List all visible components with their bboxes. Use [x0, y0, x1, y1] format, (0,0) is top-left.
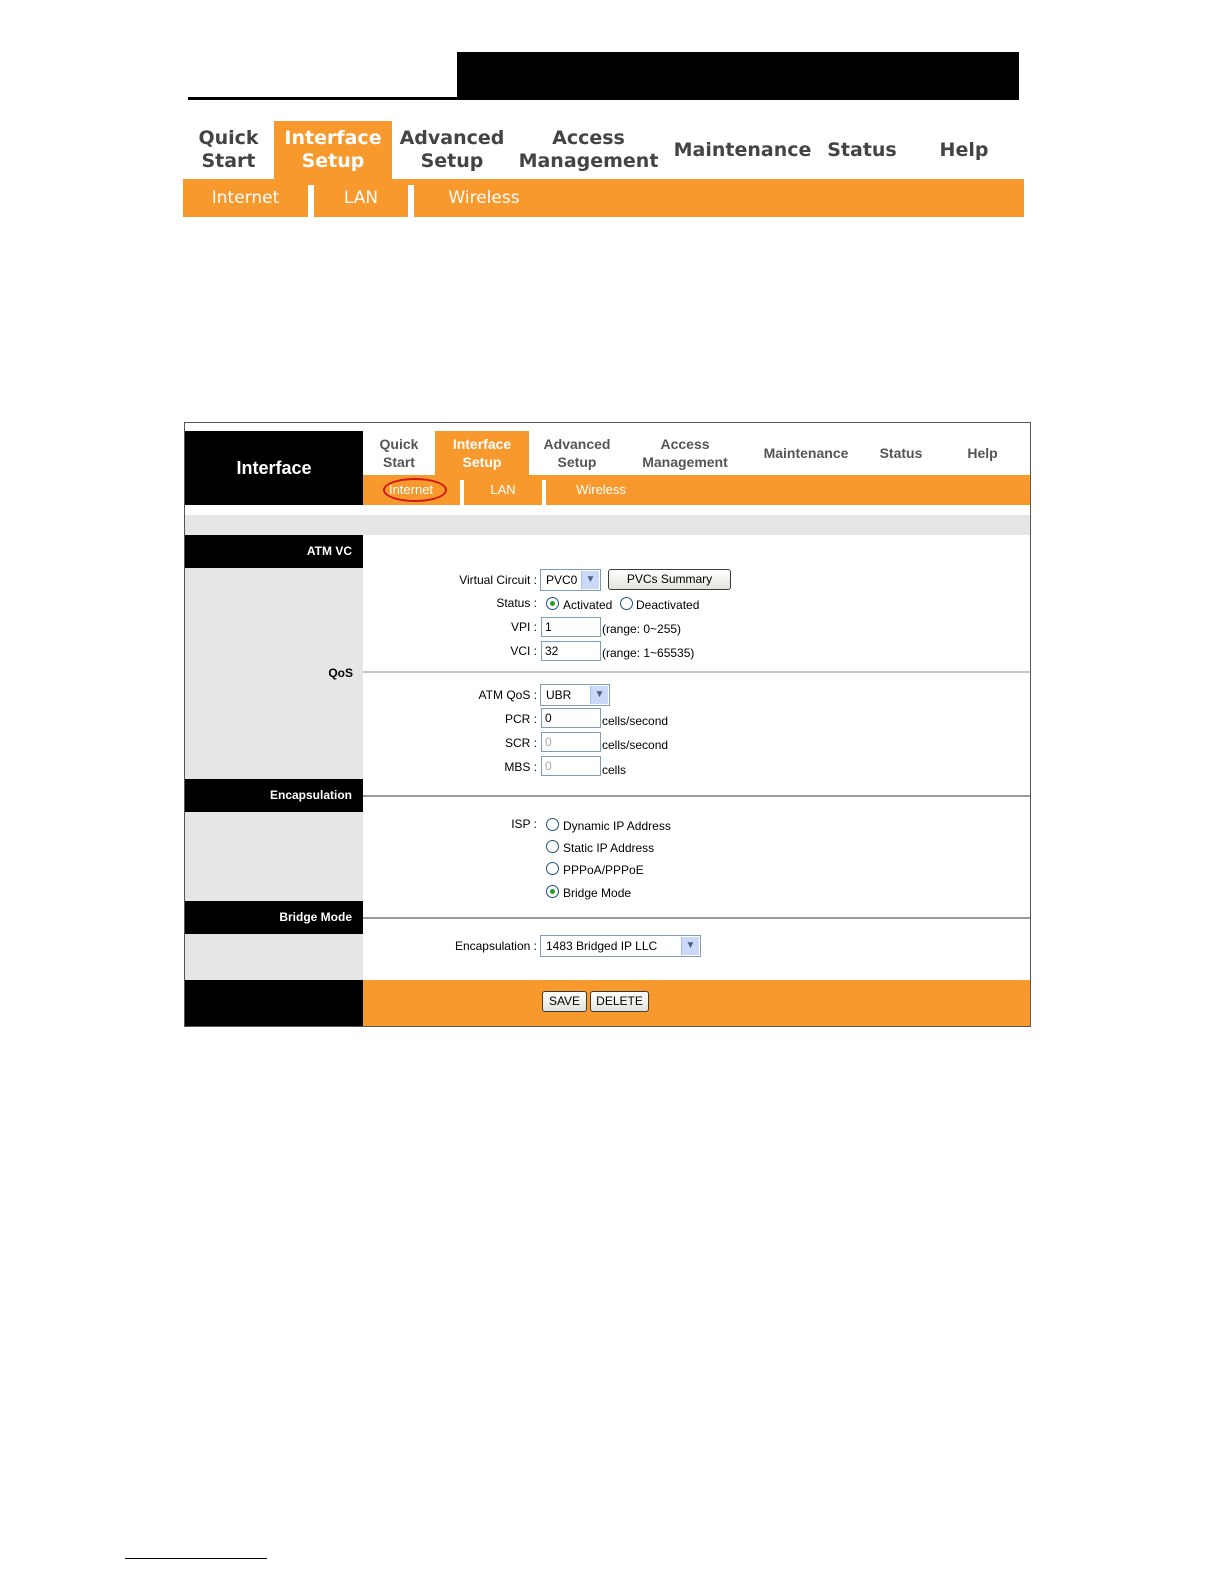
tab-help[interactable]: Help: [939, 138, 989, 161]
tab-advanced-setup[interactable]: Advanced Setup: [543, 436, 611, 470]
virtual-circuit-select[interactable]: [540, 569, 601, 591]
scr-input[interactable]: [541, 732, 601, 752]
status-label: Status :: [496, 596, 537, 610]
footnote-rule: [125, 1558, 267, 1559]
bridge-encapsulation-select[interactable]: [540, 935, 701, 957]
subtab-lan[interactable]: LAN: [343, 188, 379, 208]
bridge-encapsulation-label: Encapsulation :: [454, 939, 537, 953]
virtual-circuit-value: PVC0: [546, 573, 578, 587]
isp-pppoa-pppoe-label: PPPoA/PPPoE: [563, 863, 644, 877]
scr-label: SCR :: [504, 736, 537, 750]
atm-qos-label: ATM QoS :: [478, 688, 537, 702]
title-spacer-bar: [185, 515, 1030, 535]
isp-bridge-mode-label: Bridge Mode: [563, 886, 632, 900]
subtab-wireless[interactable]: Wireless: [576, 482, 626, 497]
status-deactivated-radio[interactable]: [620, 597, 633, 610]
subtab-wireless[interactable]: Wireless: [448, 188, 520, 208]
subtab-internet[interactable]: Internet: [388, 482, 434, 497]
status-activated-radio[interactable]: [546, 597, 559, 610]
footer-left-block: [185, 980, 363, 1026]
section-label-qos: QoS: [328, 666, 353, 680]
pcr-label: PCR :: [504, 712, 537, 726]
isp-static-ip-radio[interactable]: [546, 840, 559, 853]
subtab-internet[interactable]: Internet: [211, 188, 280, 208]
menu-tabs: [183, 121, 1024, 179]
chevron-down-icon: ▼: [681, 937, 699, 955]
subtab-lan[interactable]: LAN: [490, 482, 516, 497]
tab-access-management[interactable]: Access Management: [518, 127, 659, 172]
isp-pppoa-pppoe-radio[interactable]: [546, 862, 559, 875]
footer-action-bar: [363, 980, 1030, 1026]
status-activated-label: Activated: [563, 598, 613, 612]
tab-interface-setup[interactable]: Interface Setup: [435, 431, 529, 475]
main-menu-large: [183, 121, 1024, 217]
divider: [363, 917, 1030, 919]
isp-label: ISP :: [511, 817, 537, 831]
scr-unit: cells/second: [602, 738, 669, 752]
tab-quick-start[interactable]: Quick Start: [198, 127, 259, 172]
tab-quick-start[interactable]: Quick Start: [379, 436, 419, 470]
menu-tabs: [363, 431, 1030, 475]
divider: [363, 671, 1030, 673]
atm-qos-value: UBR: [546, 688, 572, 702]
mbs-unit: cells: [602, 763, 627, 777]
isp-dynamic-ip-label: Dynamic IP Address: [563, 819, 671, 833]
tab-status[interactable]: Status: [879, 445, 923, 461]
tab-maintenance[interactable]: Maintenance: [673, 138, 812, 161]
tab-access-management[interactable]: Access Management: [642, 436, 728, 470]
vpi-range-hint: (range: 0~255): [602, 622, 682, 636]
isp-dynamic-ip-radio[interactable]: [546, 818, 559, 831]
delete-button[interactable]: DELETE: [590, 991, 649, 1012]
submenu-bar: [183, 179, 1024, 217]
router-screenshot: [184, 422, 1031, 1027]
section-header-encapsulation: Encapsulation: [185, 779, 363, 812]
chevron-down-icon: ▼: [590, 686, 608, 704]
status-deactivated-label: Deactivated: [636, 598, 700, 612]
tab-interface-setup[interactable]: Interface Setup: [274, 121, 392, 179]
mbs-label: MBS :: [504, 760, 537, 774]
divider: [363, 795, 1030, 797]
pvcs-summary-button[interactable]: PVCs Summary: [608, 569, 731, 590]
bridge-encapsulation-value: 1483 Bridged IP LLC: [546, 939, 658, 953]
vci-label: VCI :: [510, 644, 537, 658]
atm-qos-select[interactable]: [540, 684, 610, 706]
pcr-unit: cells/second: [602, 714, 669, 728]
header-black-bar: [457, 52, 1019, 100]
chevron-down-icon: ▼: [581, 571, 599, 589]
vpi-label: VPI :: [510, 620, 537, 634]
brand-block: Interface: [185, 431, 363, 505]
vci-input[interactable]: [541, 641, 601, 661]
tab-help[interactable]: Help: [967, 445, 998, 461]
vpi-input[interactable]: [541, 617, 601, 637]
vci-range-hint: (range: 1~65535): [602, 646, 695, 660]
section-header-bridge-mode: Bridge Mode: [185, 901, 363, 934]
section-header-atm-vc: ATM VC: [185, 535, 363, 568]
isp-bridge-mode-radio[interactable]: [546, 885, 559, 898]
virtual-circuit-label: Virtual Circuit :: [459, 573, 537, 587]
tab-status[interactable]: Status: [827, 138, 897, 161]
tab-maintenance[interactable]: Maintenance: [763, 445, 849, 461]
isp-static-ip-label: Static IP Address: [563, 841, 655, 855]
submenu-bar: [363, 475, 1030, 505]
pcr-input[interactable]: [541, 708, 601, 728]
annotation-highlight-ellipse: [383, 478, 447, 502]
mbs-input[interactable]: [541, 756, 601, 776]
tab-advanced-setup[interactable]: Advanced Setup: [399, 127, 505, 172]
save-button[interactable]: SAVE: [542, 991, 587, 1012]
header-rule: [188, 97, 458, 100]
